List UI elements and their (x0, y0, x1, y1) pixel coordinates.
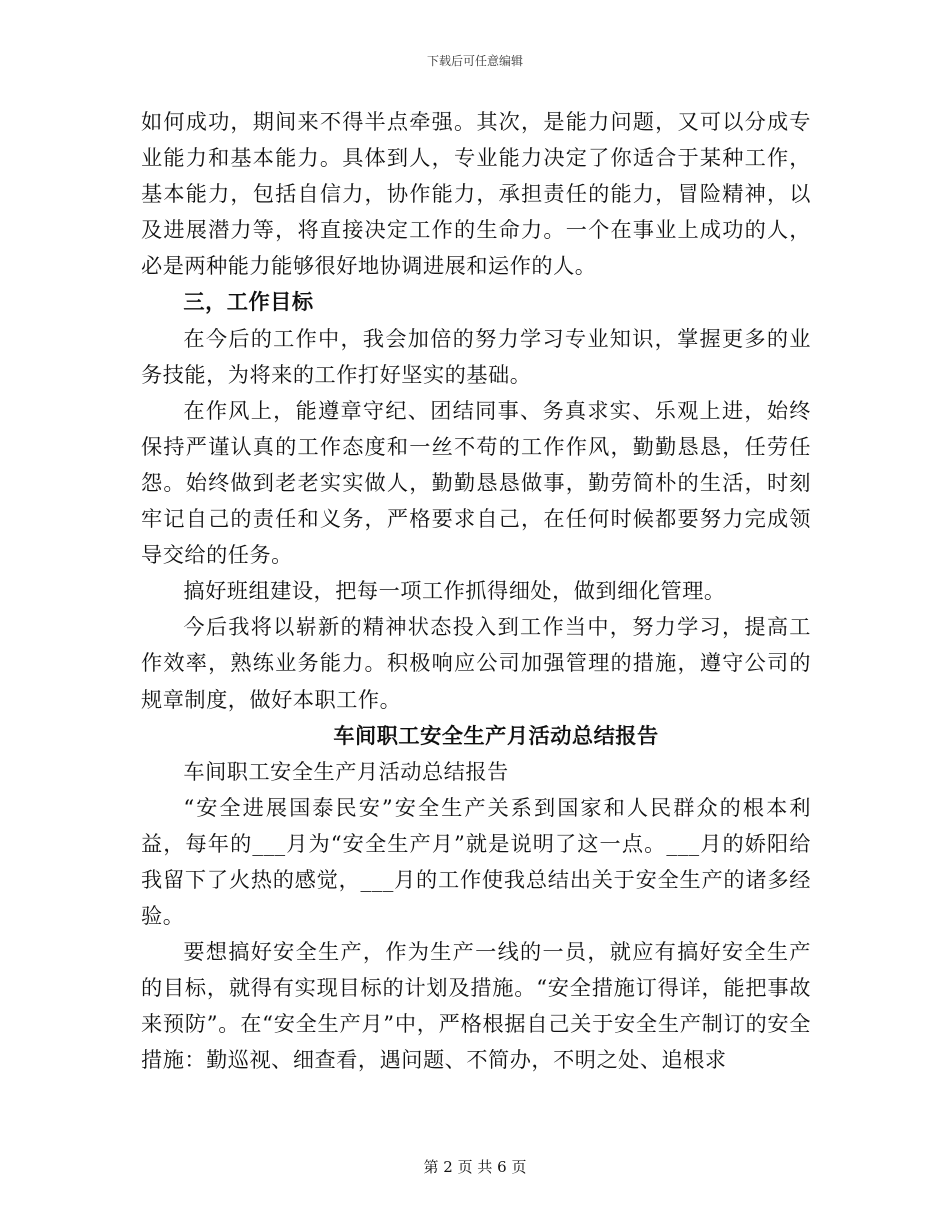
paragraph: “安全进展国泰民安”安全生产关系到国家和人民群众的根本利益，每年的___月为“安全生产月”就是说明了这一点。___月的娇阳给我留下了火热的感觉，___月的工作使我总结出关于安全生产的诸多经验。 (141, 794, 811, 929)
paragraph: 要想搞好安全生产，作为生产一线的一员，就应有搞好安全生产的目标，就得有实现目标的计划及措施。“安全措施订得详，能把事故来预防”。在“安全生产月”中，严格根据自己关于安全生产制订的安全措施：勤巡视、细查看，遇问题、不简办，不明之处、追根求 (141, 939, 811, 1073)
paragraph: 搞好班组建设，把每一项工作抓得细处，做到细化管理。 (183, 578, 726, 604)
document-body (141, 104, 811, 1079)
paragraph: 车间职工安全生产月活动总结报告 (183, 758, 509, 784)
paragraph: 在今后的工作中，我会加倍的努力学习专业知识，掌握更多的业务技能，为将来的工作打好坚实的基础。 (141, 325, 811, 387)
paragraph: 在作风上，能遵章守纪、团结同事、务真求实、乐观上进，始终保持严谨认真的工作态度和一丝不苟的工作作风，勤勤恳恳，任劳任怨。始终做到老老实实做人，勤勤恳恳做事，勤劳简朴的生活，时刻牢记自己的责任和义务，严格要求自己，在任何时候都要努力完成领导交给的任务。 (141, 397, 811, 568)
page-footer: 第 2 页 共 6 页 (423, 1158, 527, 1176)
paragraph: 如何成功，期间来不得半点牵强。其次，是能力问题，又可以分成专业能力和基本能力。具体到人，专业能力决定了你适合于某种工作，基本能力，包括自信力，协作能力，承担责任的能力，冒险精神，以及进展潜力等，将直接决定工作的生命力。一个在事业上成功的人，必是两种能力能够很好地协调进展和运作的人。 (141, 109, 811, 279)
paragraph: 今后我将以崭新的精神状态投入到工作当中，努力学习，提高工作效率，熟练业务能力。积极响应公司加强管理的措施，遵守公司的规章制度，做好本职工作。 (141, 614, 811, 712)
section-heading: 三，工作目标 (183, 289, 314, 315)
document-title: 车间职工安全生产月活动总结报告 (333, 722, 659, 748)
page-header: 下载后可任意编辑 (426, 54, 523, 68)
